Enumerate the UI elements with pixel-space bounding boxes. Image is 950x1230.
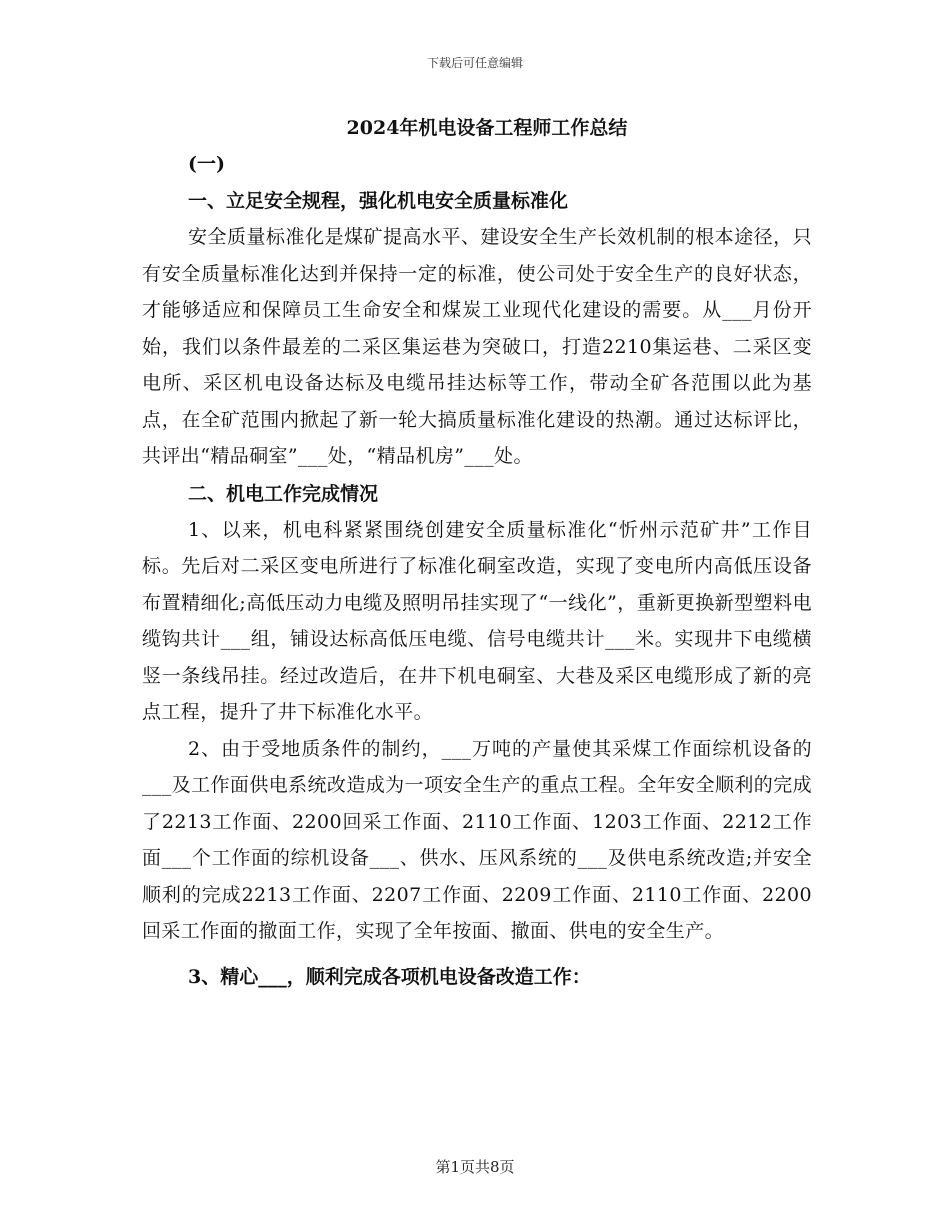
page-number: 第1页共8页 (435, 1158, 515, 1176)
spacer (142, 950, 812, 958)
paragraph-1: 安全质量标准化是煤矿提高水平、建设安全生产长效机制的根本途径，只有安全质量标准化达到并保持一定的标准，使公司处于安全生产的良好状态，才能够适应和保障员工生命安全和煤炭工业现代化建设的需要。从___月份开始，我们以条件最差的二采区集运巷为突破口，打造2210集运巷、二采区变电所、采区机电设备达标及电缆吊挂达标等工作，带动全矿各范围以此为基点，在全矿范围内掀起了新一轮大搞质量标准化建设的热潮。通过达标评比，共评出“精品硐室”___处，“精品机房”___处。 (142, 226, 812, 467)
heading-2: 二、机电工作完成情况 (188, 482, 379, 505)
paragraph-3: 2、由于受地质条件的制约，___万吨的产量使其采煤工作面综机设备的___及工作面供电系统改造成为一项安全生产的重点工程。全年安全顺利的完成了2213工作面、2200回采工作面、2110工作面、1203工作面、2212工作面___个工作面的综机设备___、供水、压风系统的___及供电系统改造;并安全顺利的完成2213工作面、2207工作面、2209工作面、2110工作面、2200回采工作面的撤面工作，实现了全年按面、撤面、供电的安全生产。 (142, 737, 812, 942)
paragraph-2: 1、以来，机电科紧紧围绕创建安全质量标准化“忻州示范矿井”工作目标。先后对二采区变电所进行了标准化硐室改造，实现了变电所内高低压设备布置精细化;高低压动力电缆及照明吊挂实现了“一线化”，重新更换新型塑料电缆钩共计___组，铺设达标高低压电缆、信号电缆共计___米。实现井下电缆横竖一条线吊挂。经过改造后，在井下机电硐室、大巷及采区电缆形成了新的亮点工程，提升了井下标准化水平。 (142, 518, 812, 723)
page-header-note: 下载后可任意编辑 (426, 56, 523, 70)
document-body (142, 110, 812, 995)
heading-1: 一、立足安全规程，强化机电安全质量标准化 (188, 190, 569, 212)
heading-3: 3、精心___，顺利完成各项机电设备改造工作： (188, 965, 591, 988)
document-title: 2024年机电设备工程师工作总结 (346, 117, 628, 139)
section-mark: (一) (188, 153, 225, 175)
